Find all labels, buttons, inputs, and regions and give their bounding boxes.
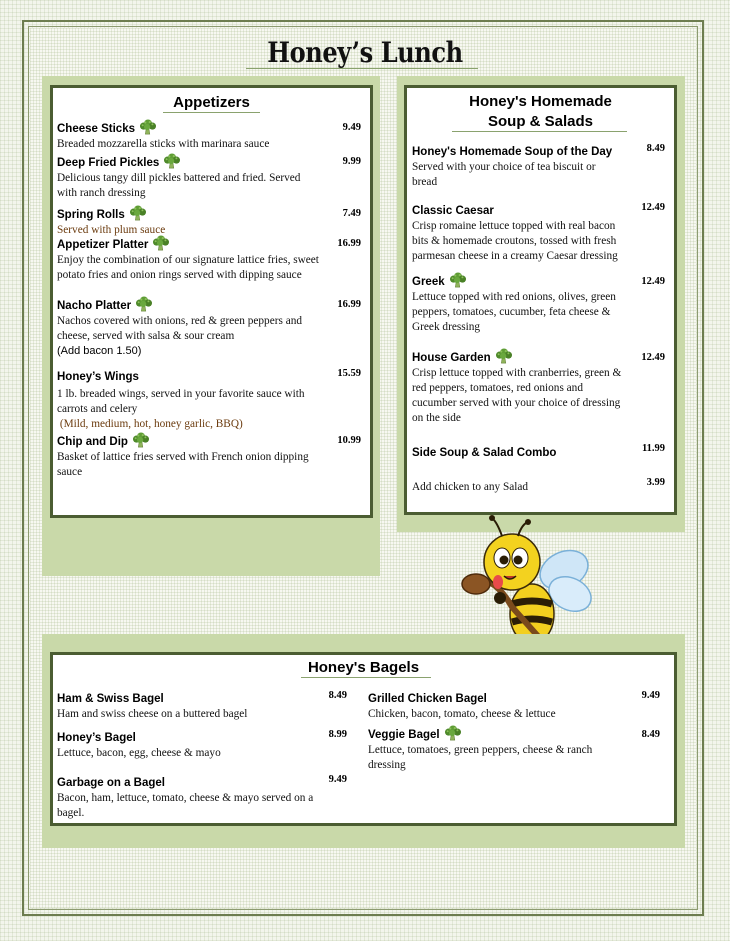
menu-item: [412, 443, 632, 461]
item-description: Lettuce topped with red onions, olives, green peppers, tomatoes, cucumber, feta cheese & Greek dressing: [412, 291, 616, 333]
item-name: Honey's Homemade Soup of the Day: [412, 146, 613, 158]
menu-item: [57, 689, 317, 722]
item-description: Breaded mozzarella sticks with marinara sauce: [57, 138, 270, 150]
item-description: Bacon, ham, lettuce, tomato, cheese & mayo served on a bagel.: [57, 792, 314, 819]
item-name: Honey’s Wings: [57, 371, 139, 383]
item-name: Side Soup & Salad Combo: [412, 447, 557, 459]
broccoli-icon: [152, 235, 170, 251]
item-price: 16.99: [337, 299, 361, 310]
item-sauce-options: (Mild, medium, hot, honey garlic, BBQ): [57, 418, 243, 430]
item-price: 9.49: [342, 122, 361, 133]
bagels-title: Honey's Bagels: [307, 659, 420, 676]
item-description: Ham and swiss cheese on a buttered bagel: [57, 708, 248, 720]
item-price: 9.49: [328, 774, 347, 785]
item-description: Lettuce, tomatoes, green peppers, cheese & ranch dressing: [368, 744, 593, 771]
item-price: 11.99: [641, 443, 665, 454]
soups-panel: [404, 85, 677, 515]
item-name: Ham & Swiss Bagel: [57, 693, 164, 705]
menu-item: [412, 201, 632, 264]
item-name: Greek: [412, 276, 445, 288]
item-description: Crisp romaine lettuce topped with real bacon bits & homemade croutons, tossed with fresh parmesan cheese in a creamy Caesar dressing: [412, 220, 618, 262]
item-price: 3.99: [646, 477, 665, 488]
menu-item: [57, 153, 319, 201]
item-name: Classic Caesar: [412, 205, 494, 217]
item-name: Garbage on a Bagel: [57, 777, 166, 789]
item-name: Nacho Platter: [57, 300, 132, 312]
menu-item: [412, 272, 624, 335]
menu-item: [412, 477, 632, 495]
menu-item: [412, 348, 628, 426]
item-price: 12.49: [641, 352, 665, 363]
menu-item: [57, 432, 323, 480]
item-price: 7.49: [342, 208, 361, 219]
appetizers-title: Appetizers: [173, 94, 250, 111]
item-price: 12.49: [641, 276, 665, 287]
item-price: 9.49: [641, 690, 660, 701]
item-name: Cheese Sticks: [57, 123, 135, 135]
item-price: 15.59: [337, 368, 361, 379]
broccoli-icon: [495, 348, 513, 364]
item-description: Basket of lattice fries served with French onion dipping sauce: [57, 451, 309, 478]
broccoli-icon: [163, 153, 181, 169]
broccoli-icon: [444, 725, 462, 741]
item-price: 9.99: [342, 156, 361, 167]
item-name: Veggie Bagel: [368, 729, 440, 741]
item-name: Spring Rolls: [57, 209, 125, 221]
item-description: Crisp lettuce topped with cranberries, green & red peppers, tomatoes, red onions and cucumber served with your choice of dressing on the side: [412, 367, 622, 424]
item-price: 8.49: [646, 143, 665, 154]
item-description: Enjoy the combination of our signature lattice fries, sweet potato fries and onion rings served with dipping sauce: [57, 254, 319, 281]
menu-item: [412, 142, 632, 190]
addon-label: Add chicken to any Salad: [412, 481, 529, 493]
item-price: 8.49: [328, 690, 347, 701]
menu-item: [57, 296, 319, 357]
broccoli-icon: [132, 432, 150, 448]
menu-item: [57, 728, 317, 761]
menu-item: [57, 119, 337, 152]
item-price: 8.49: [641, 729, 660, 740]
broccoli-icon: [139, 119, 157, 135]
menu-item: [368, 689, 618, 722]
item-name: Grilled Chicken Bagel: [368, 693, 487, 705]
appetizers-panel: [50, 85, 373, 518]
item-name: House Garden: [412, 352, 491, 364]
broccoli-icon: [129, 205, 147, 221]
item-name: Honey’s Bagel: [57, 732, 136, 744]
item-name: Deep Fried Pickles: [57, 157, 160, 169]
item-description: 1 lb. breaded wings, served in your favorite sauce with carrots and celery: [57, 388, 305, 415]
menu-item: [57, 367, 323, 432]
broccoli-icon: [135, 296, 153, 312]
appetizers-title-rule: [163, 112, 260, 113]
item-description: Nachos covered with onions, red & green peppers and cheese, served with salsa & sour cream: [57, 315, 303, 342]
item-description: Served with your choice of tea biscuit or bread: [412, 161, 596, 188]
menu-item: [57, 205, 319, 238]
menu-item: [57, 235, 319, 283]
soups-title-line1: Honey's Homemade: [469, 93, 612, 110]
item-name: Appetizer Platter: [57, 239, 149, 251]
bagels-panel: [50, 652, 677, 826]
menu-item: [368, 725, 613, 773]
page-title: Honey’s Lunch: [267, 36, 463, 69]
item-description: Delicious tangy dill pickles battered and fried. Served with ranch dressing: [57, 172, 301, 199]
item-price: 12.49: [641, 202, 665, 213]
broccoli-icon: [449, 272, 467, 288]
item-price: 10.99: [337, 435, 361, 446]
title-underline: [246, 68, 478, 69]
item-addon: (Add bacon 1.50): [57, 345, 142, 357]
item-description: Lettuce, bacon, egg, cheese & mayo: [57, 747, 221, 759]
item-price: 16.99: [337, 238, 361, 249]
item-description: Chicken, bacon, tomato, cheese & lettuce: [368, 708, 556, 720]
item-description: Served with plum sauce: [57, 224, 166, 236]
soups-title-rule: [452, 131, 627, 132]
item-name: Chip and Dip: [57, 436, 128, 448]
item-price: 8.99: [328, 729, 347, 740]
menu-item: [57, 773, 317, 821]
bagels-title-rule: [301, 677, 431, 678]
soups-title-line2: Soup & Salads: [487, 113, 594, 130]
